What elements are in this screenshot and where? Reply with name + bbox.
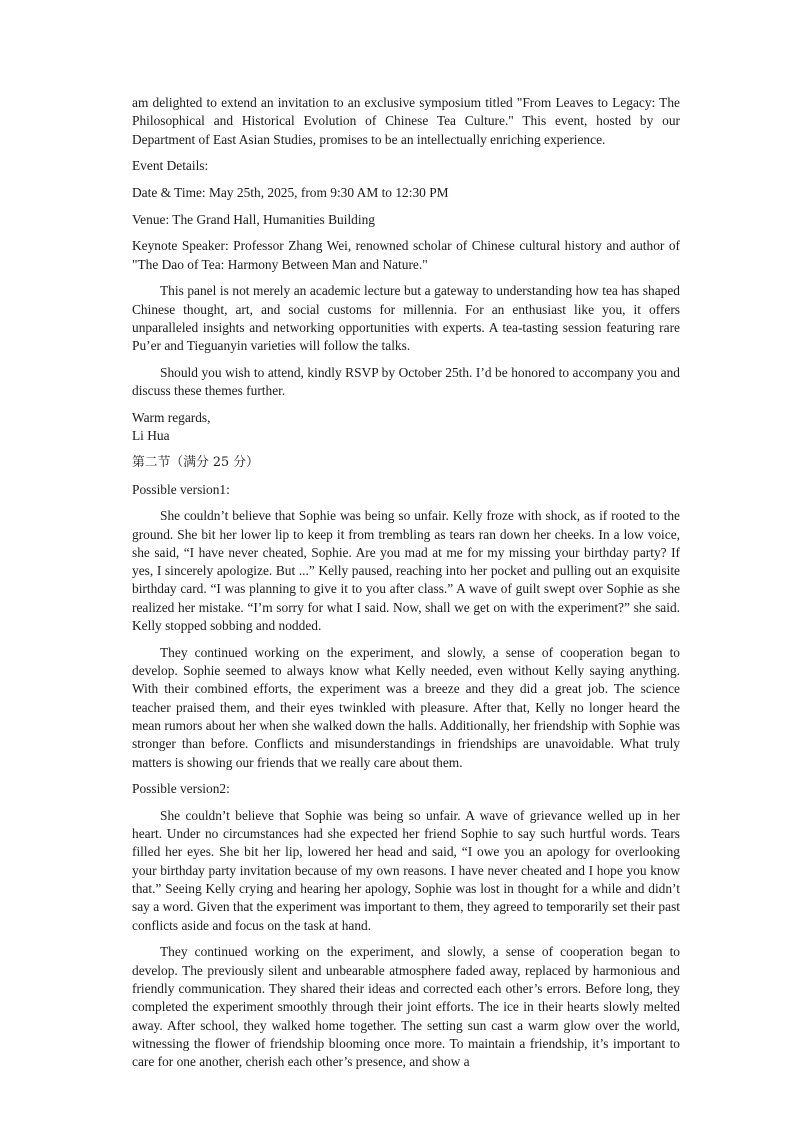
version1-paragraph-2: They continued working on the experiment, and slowly, a sense of cooperation began to develop. Sophie seemed to always know what Kelly needed, even without Kelly saying anything. With their combined efforts, the experiment was a breeze and they did a great job. The science teacher praised them, and their eyes twinkled with pleasure. After that, Kelly no longer heard the mean rumors about her when she walked down the halls. Additionally, her friendship with Sophie was stronger than before. Conflicts and misunderstandings in friendships are unavoidable. What truly matters is showing our friends that we really care about them.: [132, 644, 680, 770]
version1-paragraph-1: She couldn’t believe that Sophie was being so unfair. Kelly froze with shock, as if rooted to the ground. She bit her lower lip to keep it from trembling as tears ran down her cheeks. In a low voice, she said, “I have never cheated, Sophie. Are you mad at me for my missing your birthday party? If yes, I sincerely apologize. But ...” Kelly paused, reaching into her pocket and pulling out an exquisite birthday card. “I was planning to give it to you after class.” A wave of guilt swept over Sophie as she realized her mistake. “I’m sorry for what I said. Now, shall we get on with the experiment?” she said. Kelly stopped sobbing and nodded.: [132, 508, 680, 634]
letter-closing: Warm regards,: [132, 409, 211, 425]
section-heading: 第二节（满分 25 分）: [132, 454, 259, 470]
version1-label: Possible version1:: [132, 481, 230, 497]
letter-closing-block: [132, 409, 680, 446]
version2-paragraph-1: She couldn’t believe that Sophie was being so unfair. A wave of grievance welled up in her heart. Under no circumstances had she expected her friend Sophie to say such hurtful words. Tears filled her eyes. She bit her lip, lowered her head and said, “I owe you an apology for overlooking your birthday party invitation because of my own reasons. I have never cheated and I hope you know that.” Seeing Kelly crying and hearing her apology, Sophie was lost in thought for a while and didn’t say a word. Given that the experiment was important to them, they agreed to temporarily set their past conflicts aside and focus on the task at hand.: [132, 807, 680, 933]
event-venue: Venue: The Grand Hall, Humanities Building: [132, 211, 375, 227]
page-content: [132, 94, 680, 1080]
letter-intro: am delighted to extend an invitation to an exclusive symposium titled "From Leaves to Legacy: The Philosophical and Historical Evolution of Chinese Tea Culture." This event, hosted by our Department of East Asian Studies, promises to be an intellectually enriching experience.: [132, 95, 680, 147]
event-keynote: Keynote Speaker: Professor Zhang Wei, renowned scholar of Chinese cultural history and author of "The Dao of Tea: Harmony Between Man and Nature.": [132, 238, 680, 272]
letter-signature: Li Hua: [132, 428, 170, 444]
letter-rsvp-paragraph: Should you wish to attend, kindly RSVP by October 25th. I’d be honored to accompany you and discuss these themes further.: [132, 364, 680, 399]
event-date-time: Date & Time: May 25th, 2025, from 9:30 AM to 12:30 PM: [132, 184, 449, 200]
event-details-heading: Event Details:: [132, 158, 209, 174]
version2-label: Possible version2:: [132, 781, 230, 797]
version2-paragraph-2: They continued working on the experiment, and slowly, a sense of cooperation began to develop. The previously silent and unbearable atmosphere faded away, replaced by harmonious and friendly communication. They shared their ideas and corrected each other’s errors. Before long, they completed the experiment smoothly through their joint efforts. The ice in their hearts slowly melted away. After school, they walked home together. The setting sun cast a warm glow over the world, witnessing the flower of friendship blooming once more. To maintain a friendship, it’s important to care for one another, cherish each other’s presence, and show a: [132, 944, 680, 1070]
letter-panel-paragraph: This panel is not merely an academic lecture but a gateway to understanding how tea has shaped Chinese thought, art, and social customs for millennia. For an enthusiast like you, it offers unparalleled insights and networking opportunities with experts. A tea-tasting session featuring rare Pu’er and Tieguanyin varieties will follow the talks.: [132, 283, 680, 354]
